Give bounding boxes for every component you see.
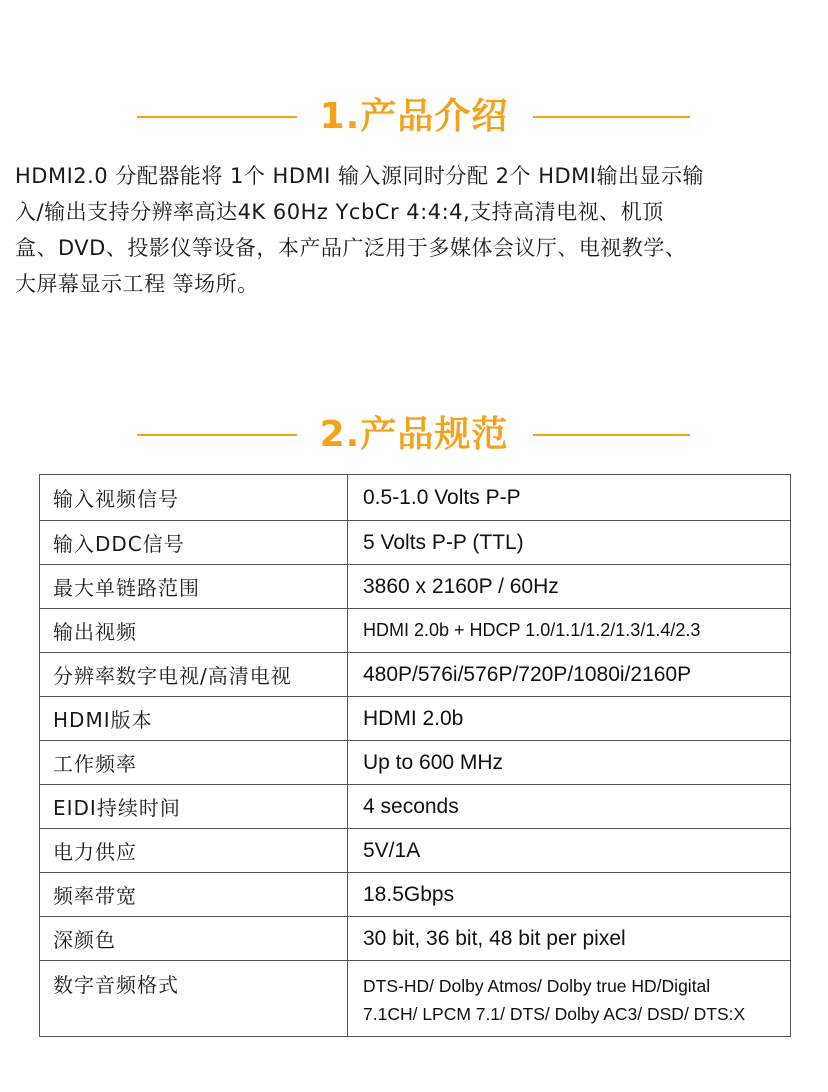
- spec-label: 频率带宽: [40, 873, 348, 917]
- table-row: [40, 961, 791, 1037]
- spec-value: 0.5-1.0 Volts P-P: [348, 475, 791, 521]
- table-row: [40, 829, 791, 873]
- spec-label: 数字音频格式: [40, 961, 348, 1037]
- intro-line: HDMI2.0 分配器能将 1个 HDMI 输入源同时分配 2个 HDMI输出显示输: [15, 164, 704, 188]
- spec-label: 输入DDC信号: [40, 521, 348, 565]
- spec-value: 5V/1A: [348, 829, 791, 873]
- spec-value: 3860 x 2160P / 60Hz: [348, 565, 791, 609]
- spec-label: 工作频率: [40, 741, 348, 785]
- spec-value: Up to 600 MHz: [348, 741, 791, 785]
- heading-rule-left: [137, 116, 297, 118]
- spec-value: 4 seconds: [348, 785, 791, 829]
- spec-value-line: DTS-HD/ Dolby Atmos/ Dolby true HD/Digital: [363, 975, 711, 996]
- table-row: [40, 697, 791, 741]
- heading-rule-right: [533, 434, 690, 436]
- intro-paragraph: [15, 158, 815, 302]
- spec-label: EIDI持续时间: [40, 785, 348, 829]
- intro-section-title: 1.产品介绍: [319, 96, 509, 137]
- table-row: [40, 785, 791, 829]
- spec-label: HDMI版本: [40, 697, 348, 741]
- table-row: [40, 653, 791, 697]
- table-row: [40, 917, 791, 961]
- intro-line: 入/输出支持分辨率高达4K 60Hz YcbCr 4:4:4,支持高清电视、机顶: [15, 200, 664, 224]
- table-row: [40, 741, 791, 785]
- intro-line: 盒、DVD、投影仪等设备，本产品广泛用于多媒体会议厅、电视教学、: [15, 236, 687, 260]
- spec-section-heading: [0, 410, 828, 460]
- spec-value: [348, 961, 791, 1037]
- spec-label: 最大单链路范围: [40, 565, 348, 609]
- intro-section-heading: [0, 92, 828, 142]
- spec-value: HDMI 2.0b: [348, 697, 791, 741]
- heading-rule-right: [533, 116, 690, 118]
- spec-label: 输出视频: [40, 609, 348, 653]
- spec-value-line: 7.1CH/ LPCM 7.1/ DTS/ Dolby AC3/ DSD/ DTS:X: [363, 1003, 746, 1024]
- intro-line: 大屏幕显示工程 等场所。: [15, 272, 259, 296]
- spec-section-title: 2.产品规范: [319, 414, 509, 455]
- spec-label: 输入视频信号: [40, 475, 348, 521]
- table-row: [40, 565, 791, 609]
- spec-value: 480P/576i/576P/720P/1080i/2160P: [348, 653, 791, 697]
- spec-label: 深颜色: [40, 917, 348, 961]
- table-row: [40, 873, 791, 917]
- spec-value: 5 Volts P-P (TTL): [348, 521, 791, 565]
- spec-table: [39, 474, 791, 1037]
- spec-label: 电力供应: [40, 829, 348, 873]
- spec-value: 30 bit, 36 bit, 48 bit per pixel: [348, 917, 791, 961]
- table-row: [40, 475, 791, 521]
- table-row: [40, 609, 791, 653]
- table-row: [40, 521, 791, 565]
- spec-value: HDMI 2.0b + HDCP 1.0/1.1/1.2/1.3/1.4/2.3: [348, 609, 791, 653]
- heading-rule-left: [137, 434, 297, 436]
- spec-value: 18.5Gbps: [348, 873, 791, 917]
- spec-label: 分辨率数字电视/高清电视: [40, 653, 348, 697]
